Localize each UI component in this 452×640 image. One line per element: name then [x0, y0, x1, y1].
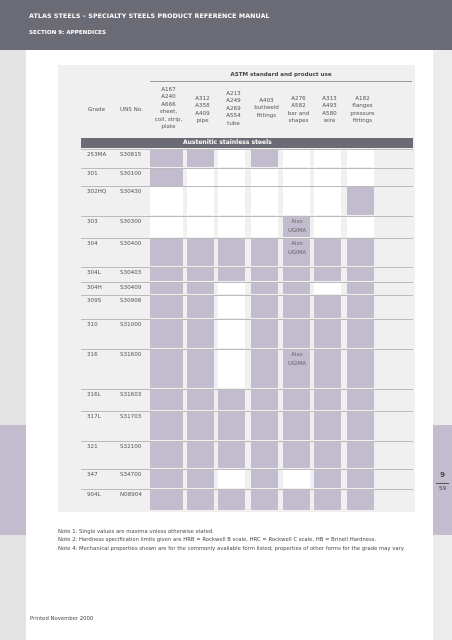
uns-cell: N08904 [120, 492, 142, 498]
product-cell [347, 442, 374, 468]
product-cell [187, 283, 214, 294]
product-cell [218, 169, 245, 186]
product-cell [218, 268, 245, 281]
product-cell [314, 150, 341, 167]
product-cell [218, 150, 245, 167]
product-cell [251, 187, 278, 215]
product-cell [251, 320, 278, 348]
product-cell [314, 350, 341, 388]
product-cell [251, 150, 278, 167]
grade-cell: 301 [87, 171, 98, 177]
product-cell [150, 296, 183, 318]
column-header-4: A276 A582 bar and shapes [287, 96, 310, 125]
note-4: Note 4: Mechanical properties shown are for the commonly available form listed; properties of other forms for the grade may vary. [58, 545, 405, 552]
manual-title: ATLAS STEELS – SPECIALTY STEELS PRODUCT REFERENCE MANUAL [29, 13, 270, 20]
product-cell [150, 239, 183, 266]
product-cell [218, 470, 245, 488]
product-cell [314, 490, 341, 510]
product-cell [187, 442, 214, 468]
grade-column-header: Grade [88, 107, 106, 113]
product-cell [347, 490, 374, 510]
product-cell [187, 217, 214, 237]
product-cell [283, 296, 310, 318]
grade-cell: 316L [87, 392, 101, 398]
product-cell [347, 350, 374, 388]
also-ugima-note: Also UGIMA [287, 241, 307, 256]
product-cell [251, 239, 278, 266]
product-cell [283, 320, 310, 348]
uns-cell: S32100 [120, 444, 142, 450]
product-cell [150, 169, 183, 186]
product-cell [187, 470, 214, 488]
column-header-0: A167 A240 A666 sheet, coil, strip, plate [154, 87, 183, 131]
also-ugima-note: Also UGIMA [287, 219, 307, 234]
product-cell [347, 169, 374, 186]
austenitic-section-bar [81, 138, 413, 148]
product-cell [218, 187, 245, 215]
product-cell [251, 296, 278, 318]
product-cell [150, 470, 183, 488]
austenitic-section-label: Austenitic stainless steels [183, 139, 272, 146]
note-2: Note 2: Hardness specification limits given are HRB = Rockwell B scale, HRC = Rockwell C scale, HB = Brinell Hardness. [58, 537, 377, 544]
product-cell [314, 442, 341, 468]
product-cell [187, 390, 214, 410]
note-1: Note 1: Single values are maxima unless otherwise stated. [58, 529, 215, 535]
uns-cell: S30815 [120, 152, 142, 158]
grade-cell: 347 [87, 472, 98, 478]
uns-cell: S30403 [120, 270, 142, 276]
product-cell [150, 412, 183, 440]
product-cell [347, 296, 374, 318]
product-cell [283, 268, 310, 281]
product-cell [218, 217, 245, 237]
product-cell [218, 412, 245, 440]
product-cell [150, 150, 183, 167]
left-tab-band [0, 425, 26, 535]
product-cell [150, 490, 183, 510]
product-cell [150, 390, 183, 410]
product-cell [283, 283, 310, 294]
column-header-6: A182 flanges pressure fittings [350, 96, 375, 125]
product-cell [251, 350, 278, 388]
product-cell [218, 239, 245, 266]
product-cell [187, 150, 214, 167]
product-cell [347, 150, 374, 167]
product-cell [314, 390, 341, 410]
uns-column-header: UNS No. [120, 107, 143, 113]
product-cell [150, 320, 183, 348]
uns-cell: S30430 [120, 189, 142, 195]
product-cell [150, 442, 183, 468]
uns-cell: S31603 [120, 392, 142, 398]
grade-cell: 310 [87, 322, 98, 328]
grade-cell: 304 [87, 241, 98, 247]
product-cell [314, 239, 341, 266]
product-cell [218, 283, 245, 294]
product-cell [218, 490, 245, 510]
grade-cell: 304L [87, 270, 101, 276]
product-cell [314, 268, 341, 281]
grade-cell: 309S [87, 298, 102, 304]
section-number-rule [436, 483, 449, 484]
product-cell [251, 442, 278, 468]
product-cell [187, 412, 214, 440]
product-cell [347, 283, 374, 294]
product-cell [187, 350, 214, 388]
product-cell [187, 490, 214, 510]
uns-cell: S31703 [120, 414, 142, 420]
product-cell [347, 390, 374, 410]
product-cell [314, 470, 341, 488]
page-number: 59 [438, 486, 447, 492]
product-cell [347, 217, 374, 237]
product-cell [314, 169, 341, 186]
column-header-3: A403 buttweld fittings [254, 98, 279, 119]
grade-cell: 317L [87, 414, 101, 420]
product-cell [187, 320, 214, 348]
grade-cell: 904L [87, 492, 101, 498]
notes [58, 528, 438, 553]
product-cell [218, 296, 245, 318]
product-cell [251, 217, 278, 237]
product-cell [251, 268, 278, 281]
product-cell [251, 283, 278, 294]
product-cell [283, 169, 310, 186]
left-margin [0, 50, 26, 640]
product-cell [283, 442, 310, 468]
product-cell [314, 283, 341, 294]
grade-cell: 253MA [87, 152, 107, 158]
right-tab-band [433, 425, 452, 535]
product-cell [283, 470, 310, 488]
column-header-1: A312 A358 A409 pipe [195, 96, 210, 125]
group-header-rule [150, 81, 412, 82]
uns-cell: S31600 [120, 352, 142, 358]
print-date: Printed November 2000 [30, 616, 94, 622]
product-cell [218, 350, 245, 388]
product-cell [283, 150, 310, 167]
product-cell [251, 390, 278, 410]
page-header [0, 0, 452, 50]
product-cell [314, 296, 341, 318]
product-cell [187, 169, 214, 186]
product-cell [251, 470, 278, 488]
product-cell [187, 268, 214, 281]
product-cell [187, 187, 214, 215]
column-header-2: A213 A249 A269 A554 tube [226, 91, 241, 127]
product-cell [347, 268, 374, 281]
grade-cell: 302HQ [87, 189, 107, 195]
product-cell [150, 350, 183, 388]
product-cell [347, 320, 374, 348]
grade-cell: 321 [87, 444, 98, 450]
product-cell [218, 320, 245, 348]
section-title: SECTION 9: APPENDICES [29, 30, 107, 36]
product-cell [251, 412, 278, 440]
grade-cell: 303 [87, 219, 98, 225]
uns-cell: S30100 [120, 171, 142, 177]
grade-cell: 316 [87, 352, 98, 358]
product-cell [314, 187, 341, 215]
product-cell [150, 283, 183, 294]
also-ugima-note: Also UGIMA [287, 352, 307, 367]
product-cell [251, 490, 278, 510]
product-cell [218, 442, 245, 468]
product-cell [347, 470, 374, 488]
astm-group-header: ASTM standard and product use [230, 72, 332, 78]
column-header-5: A313 A493 A580 wire [322, 96, 337, 125]
uns-cell: S30908 [120, 298, 142, 304]
product-cell [251, 169, 278, 186]
product-cell [150, 187, 183, 215]
product-cell [314, 412, 341, 440]
product-cell [347, 412, 374, 440]
product-cell [150, 217, 183, 237]
product-cell [187, 239, 214, 266]
product-cell [283, 412, 310, 440]
product-cell [314, 320, 341, 348]
product-cell [283, 187, 310, 215]
product-cell [283, 490, 310, 510]
uns-cell: S30409 [120, 285, 142, 291]
product-cell [347, 187, 374, 215]
uns-cell: S30300 [120, 219, 142, 225]
product-cell [314, 217, 341, 237]
product-cell [187, 296, 214, 318]
product-cell [150, 268, 183, 281]
product-cell [283, 390, 310, 410]
grade-cell: 304H [87, 285, 102, 291]
product-cell [218, 390, 245, 410]
uns-cell: S30400 [120, 241, 142, 247]
section-number: 9 [440, 471, 445, 479]
product-cell [347, 239, 374, 266]
uns-cell: S34700 [120, 472, 142, 478]
uns-cell: S31000 [120, 322, 142, 328]
